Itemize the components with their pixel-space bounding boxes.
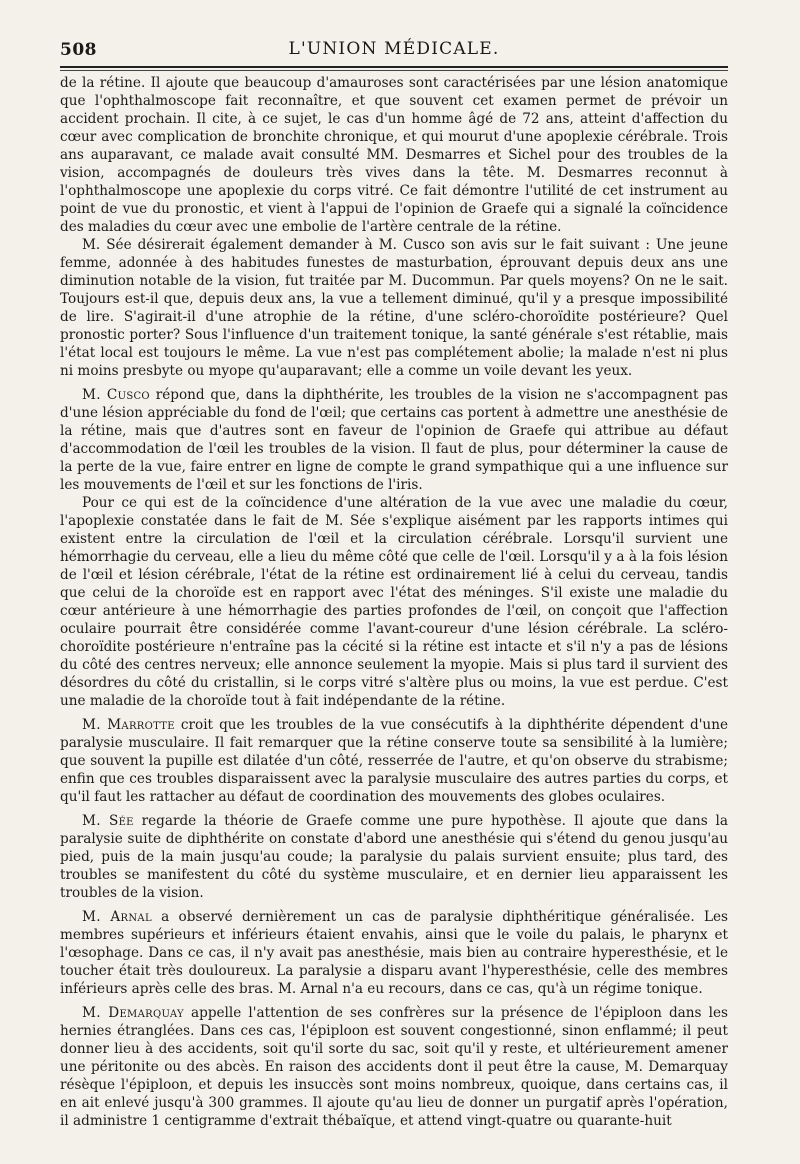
speaker-name: M. Cusco [82,387,150,403]
page-header [60,0,728,62]
paragraph-text: croit que les troubles de la vue consécutifs à la diphthérite dépendent d'une paralysie musculaire. Il fait remarquer que la rétine conserve toute sa sensibilité à la lumière; que souvent la pupille est dilatée d'un côté, resserrée de l'autre, et qu'on observe du strabisme; enfin que ces troubles disparaissent avec la paralysie musculaire des autres parties du corps, et qu'il faut les rattacher au défaut de coordination des mouvements des globes oculaires. [60,717,728,805]
paragraph [60,812,728,902]
speaker-name: M. Sée [82,813,134,829]
paragraph [60,908,728,998]
body-text [60,74,728,1130]
paragraph-text: regarde la théorie de Graefe comme une pure hypothèse. Il ajoute que dans la paralysie suite de diphthérite on constate d'abord une anesthésie qui s'étend du genou jusqu'au pied, puis de la main jusqu'au coude; la paralysie du palais survient ensuite; plus tard, des troubles se manifestent du côté du système musculaire, et en dernier lieu apparaissent les troubles de la vision. [60,813,728,901]
paragraph [60,236,728,380]
paragraph [60,74,728,236]
header-rule [60,66,728,68]
paragraph [60,494,728,710]
paragraph-text: Pour ce qui est de la coïncidence d'une altération de la vue avec une maladie du cœur, l'apoplexie constatée dans le fait de M. Sée s'explique aisément par les rapports intimes qui existent entre la circulation de l'œil et la circulation cérébrale. Lorsqu'il survient une hémorrhagie du cerveau, elle a lieu du même côté que celle de l'œil. Lorsqu'il y a à la fois lésion de l'œil et lésion cérébrale, l'état de la rétine est ordinairement lié à celui du cerveau, tandis que celui de la choroïde est en rapport avec l'état des méninges. S'il existe une maladie du cœur antérieure à une hémorrhagie des parties profondes de l'œil, on conçoit que l'affection oculaire pourrait être considérée comme l'avant-coureur d'une lésion cérébrale. La scléro-choroïdite postérieure n'entraîne pas la cécité si la rétine est intacte et s'il n'y a pas de lésions du côté des centres nerveux; elle annonce seulement la myopie. Mais si plus tard il survient des désordres du côté du cristallin, si le corps vitré s'altère plus ou moins, la vue est perdue. C'est une maladie de la choroïde tout à fait indépendante de la rétine. [60,495,728,709]
paragraph-text: M. Sée désirerait également demander à M. Cusco son avis sur le fait suivant : Une jeune femme, adonnée à des habitudes funestes de masturbation, éprouvant depuis deux ans une diminution notable de la vision, fut traitée par M. Ducommun. Par quels moyens? On ne le sait. Toujours est-il que, depuis deux ans, la vue a tellement diminué, qu'il y a presque impossibilité de lire. S'agirait-il d'une atrophie de la rétine, d'une scléro-choroïdite postérieure? Quel pronostic porter? Sous l'influence d'un traitement tonique, la santé générale s'est rétablie, mais l'état local est toujours le même. La vue n'est pas complétement abolie; la malade n'est ni plus ni moins presbyte ou myope qu'auparavant; elle a comme un voile devant les yeux. [60,237,728,379]
paragraph [60,386,728,494]
paragraph-text: a observé dernièrement un cas de paralysie diphthéritique généralisée. Les membres supérieurs et inférieurs étaient envahis, ainsi que le voile du palais, le pharynx et l'œsophage. Dans ce cas, il n'y avait pas anesthésie, mais bien au contraire hyperesthésie, et le toucher était très douloureux. La paralysie a disparu avant l'hyperesthésie, celle des membres inférieurs après celle des bras. M. Arnal n'a eu recours, dans ce cas, qu'à un régime tonique. [60,909,728,997]
paragraph [60,1004,728,1130]
paragraph-text: répond que, dans la diphthérite, les troubles de la vision ne s'accompagnent pas d'une lésion appréciable du fond de l'œil; que certains cas portent à admettre une anesthésie de la rétine, mais que d'autres sont en faveur de l'opinion de Graefe qui attribue au défaut d'accommodation de l'œil les troubles de la vision. Il faut de plus, pour déterminer la cause de la perte de la vue, faire entrer en ligne de compte le grand sympathique qui a une influence sur les mouvements de l'œil et sur les fonctions de l'iris. [60,387,728,493]
speaker-name: M. Arnal [82,909,152,925]
paragraph-text: de la rétine. Il ajoute que beaucoup d'amauroses sont caractérisées par une lésion anatomique que l'ophthalmoscope fait reconnaître, et que souvent cet examen permet de prévoir un accident prochain. Il cite, à ce sujet, le cas d'un homme âgé de 72 ans, atteint d'affection du cœur avec complication de bronchite chronique, et qui mourut d'une apoplexie cérébrale. Trois ans auparavant, ce malade avait consulté MM. Desmarres et Sichel pour des troubles de la vision, accompagnés de douleurs très vives dans la tête. M. Desmarres reconnut à l'ophthalmoscope une apoplexie du corps vitré. Ce fait démontre l'utilité de cet instrument au point de vue du pronostic, et vient à l'appui de l'opinion de Graefe qui a signalé la coïncidence des maladies du cœur avec une embolie de l'artère centrale de la rétine. [60,75,728,235]
page-number: 508 [60,40,97,60]
paragraph [60,716,728,806]
paragraph-text: appelle l'attention de ses confrères sur la présence de l'épiploon dans les hernies étranglées. Dans ces cas, l'épiploon est souvent congestionné, sinon enflammé; il peut donner lieu à des accidents, soit qu'il sorte du sac, soit qu'il y reste, et ultérieurement amener une péritonite ou des abcès. En raison des accidents dont il peut être la cause, M. Demarquay résèque l'épiploon, et depuis les insuccès sont moins nombreux, quoique, dans certains cas, il en ait enlevé jusqu'à 300 grammes. Il ajoute qu'au lieu de donner un purgatif après l'opération, il administre 1 centigramme d'extrait thébaïque, et attend vingt-quatre ou quarante-huit [60,1005,729,1129]
speaker-name: M. Marrotte [82,717,175,733]
running-title: L'UNION MÉDICALE. [288,39,500,59]
speaker-name: M. Demarquay [82,1005,184,1021]
